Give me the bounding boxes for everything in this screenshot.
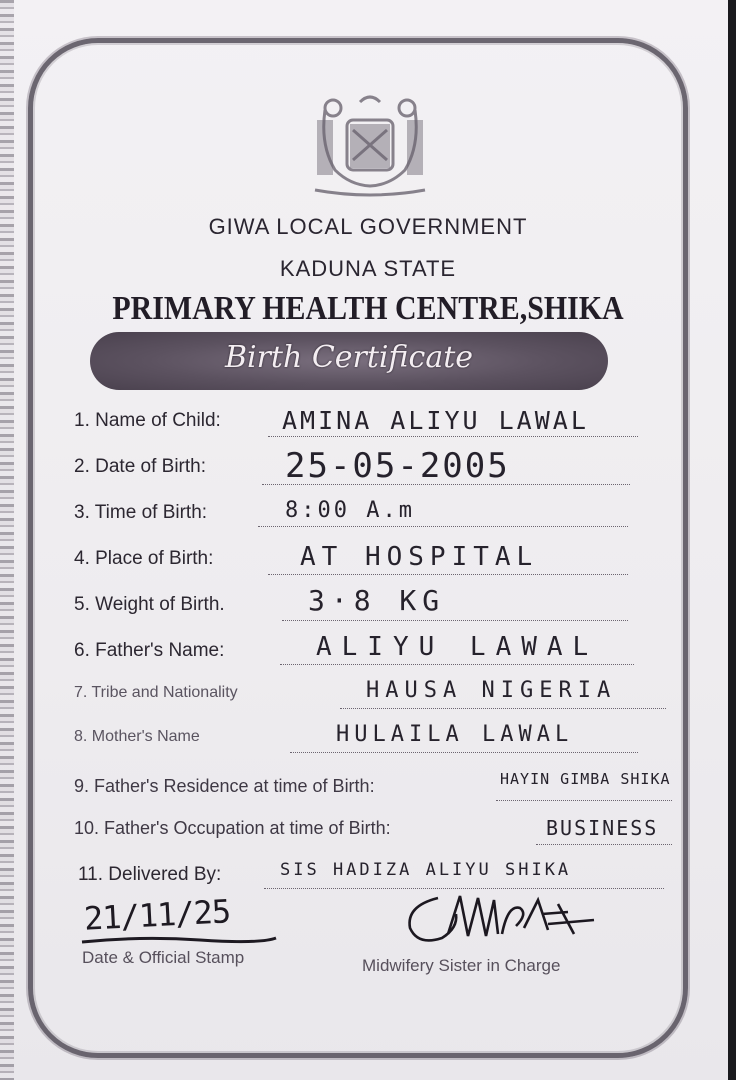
coat-of-arms-icon <box>305 90 435 200</box>
banner-title: Birth Certificate <box>224 340 474 375</box>
field-value: AMINA ALIYU LAWAL <box>282 406 589 435</box>
field-line <box>280 664 634 665</box>
field-row-weight-of-birth <box>0 584 736 628</box>
date-underline <box>80 934 280 948</box>
field-row-name-of-child <box>0 406 736 450</box>
field-row-place-of-birth <box>0 540 736 584</box>
field-line <box>258 526 628 527</box>
field-line <box>340 708 666 709</box>
field-line <box>536 844 672 845</box>
field-value: 3·8 KG <box>308 584 446 617</box>
field-label: 4. Place of Birth: <box>74 548 214 569</box>
field-value: HULAILA LAWAL <box>336 722 574 747</box>
date-stamp-label: Date & Official Stamp <box>82 948 245 967</box>
field-row-delivered-by <box>0 858 736 902</box>
field-row-fathers-residence <box>0 766 736 810</box>
midwifery-sister-label: Midwifery Sister in Charge <box>362 956 561 975</box>
field-label: 10. Father's Occupation at time of Birth: <box>74 818 391 838</box>
field-value: 25-05-2005 <box>285 446 510 486</box>
field-value: ALIYU LAWAL <box>316 632 599 662</box>
certificate-banner <box>90 332 608 390</box>
field-row-tribe-nationality <box>0 676 736 720</box>
field-label: 7. Tribe and Nationality <box>74 684 238 701</box>
centre-heading: PRIMARY HEALTH CENTRE,SHIKA <box>112 290 624 327</box>
field-label: 3. Time of Birth: <box>74 502 208 523</box>
field-label: 1. Name of Child: <box>74 410 221 431</box>
field-line <box>282 620 628 621</box>
signature-icon <box>398 884 598 954</box>
field-label: 8. Mother's Name <box>74 728 200 745</box>
field-row-fathers-name <box>0 632 736 676</box>
field-value: 8:00 A.m <box>285 498 415 523</box>
field-label: 5. Weight of Birth. <box>74 594 225 615</box>
field-row-date-of-birth <box>0 446 736 494</box>
field-line <box>496 800 672 801</box>
field-line <box>268 436 638 437</box>
field-label: 6. Father's Name: <box>74 640 225 661</box>
field-value: SIS HADIZA ALIYU SHIKA <box>280 860 572 880</box>
field-row-time-of-birth <box>0 496 736 540</box>
field-label: 2. Date of Birth: <box>74 456 207 477</box>
field-row-fathers-occupation <box>0 812 736 856</box>
field-value: HAUSA NIGERIA <box>366 678 617 703</box>
handwritten-date: 21/11/25 <box>83 892 232 938</box>
field-value: AT HOSPITAL <box>300 542 539 572</box>
field-line <box>290 752 638 753</box>
government-heading: GIWA LOCAL GOVERNMENT <box>208 214 528 239</box>
field-value: HAYIN GIMBA SHIKA <box>500 770 671 788</box>
field-value: BUSINESS <box>546 816 659 840</box>
field-label: 9. Father's Residence at time of Birth: <box>74 776 375 796</box>
state-heading: KADUNA STATE <box>279 256 457 281</box>
field-row-mothers-name <box>0 720 736 764</box>
field-line <box>268 574 628 575</box>
field-label: 11. Delivered By: <box>78 864 222 885</box>
